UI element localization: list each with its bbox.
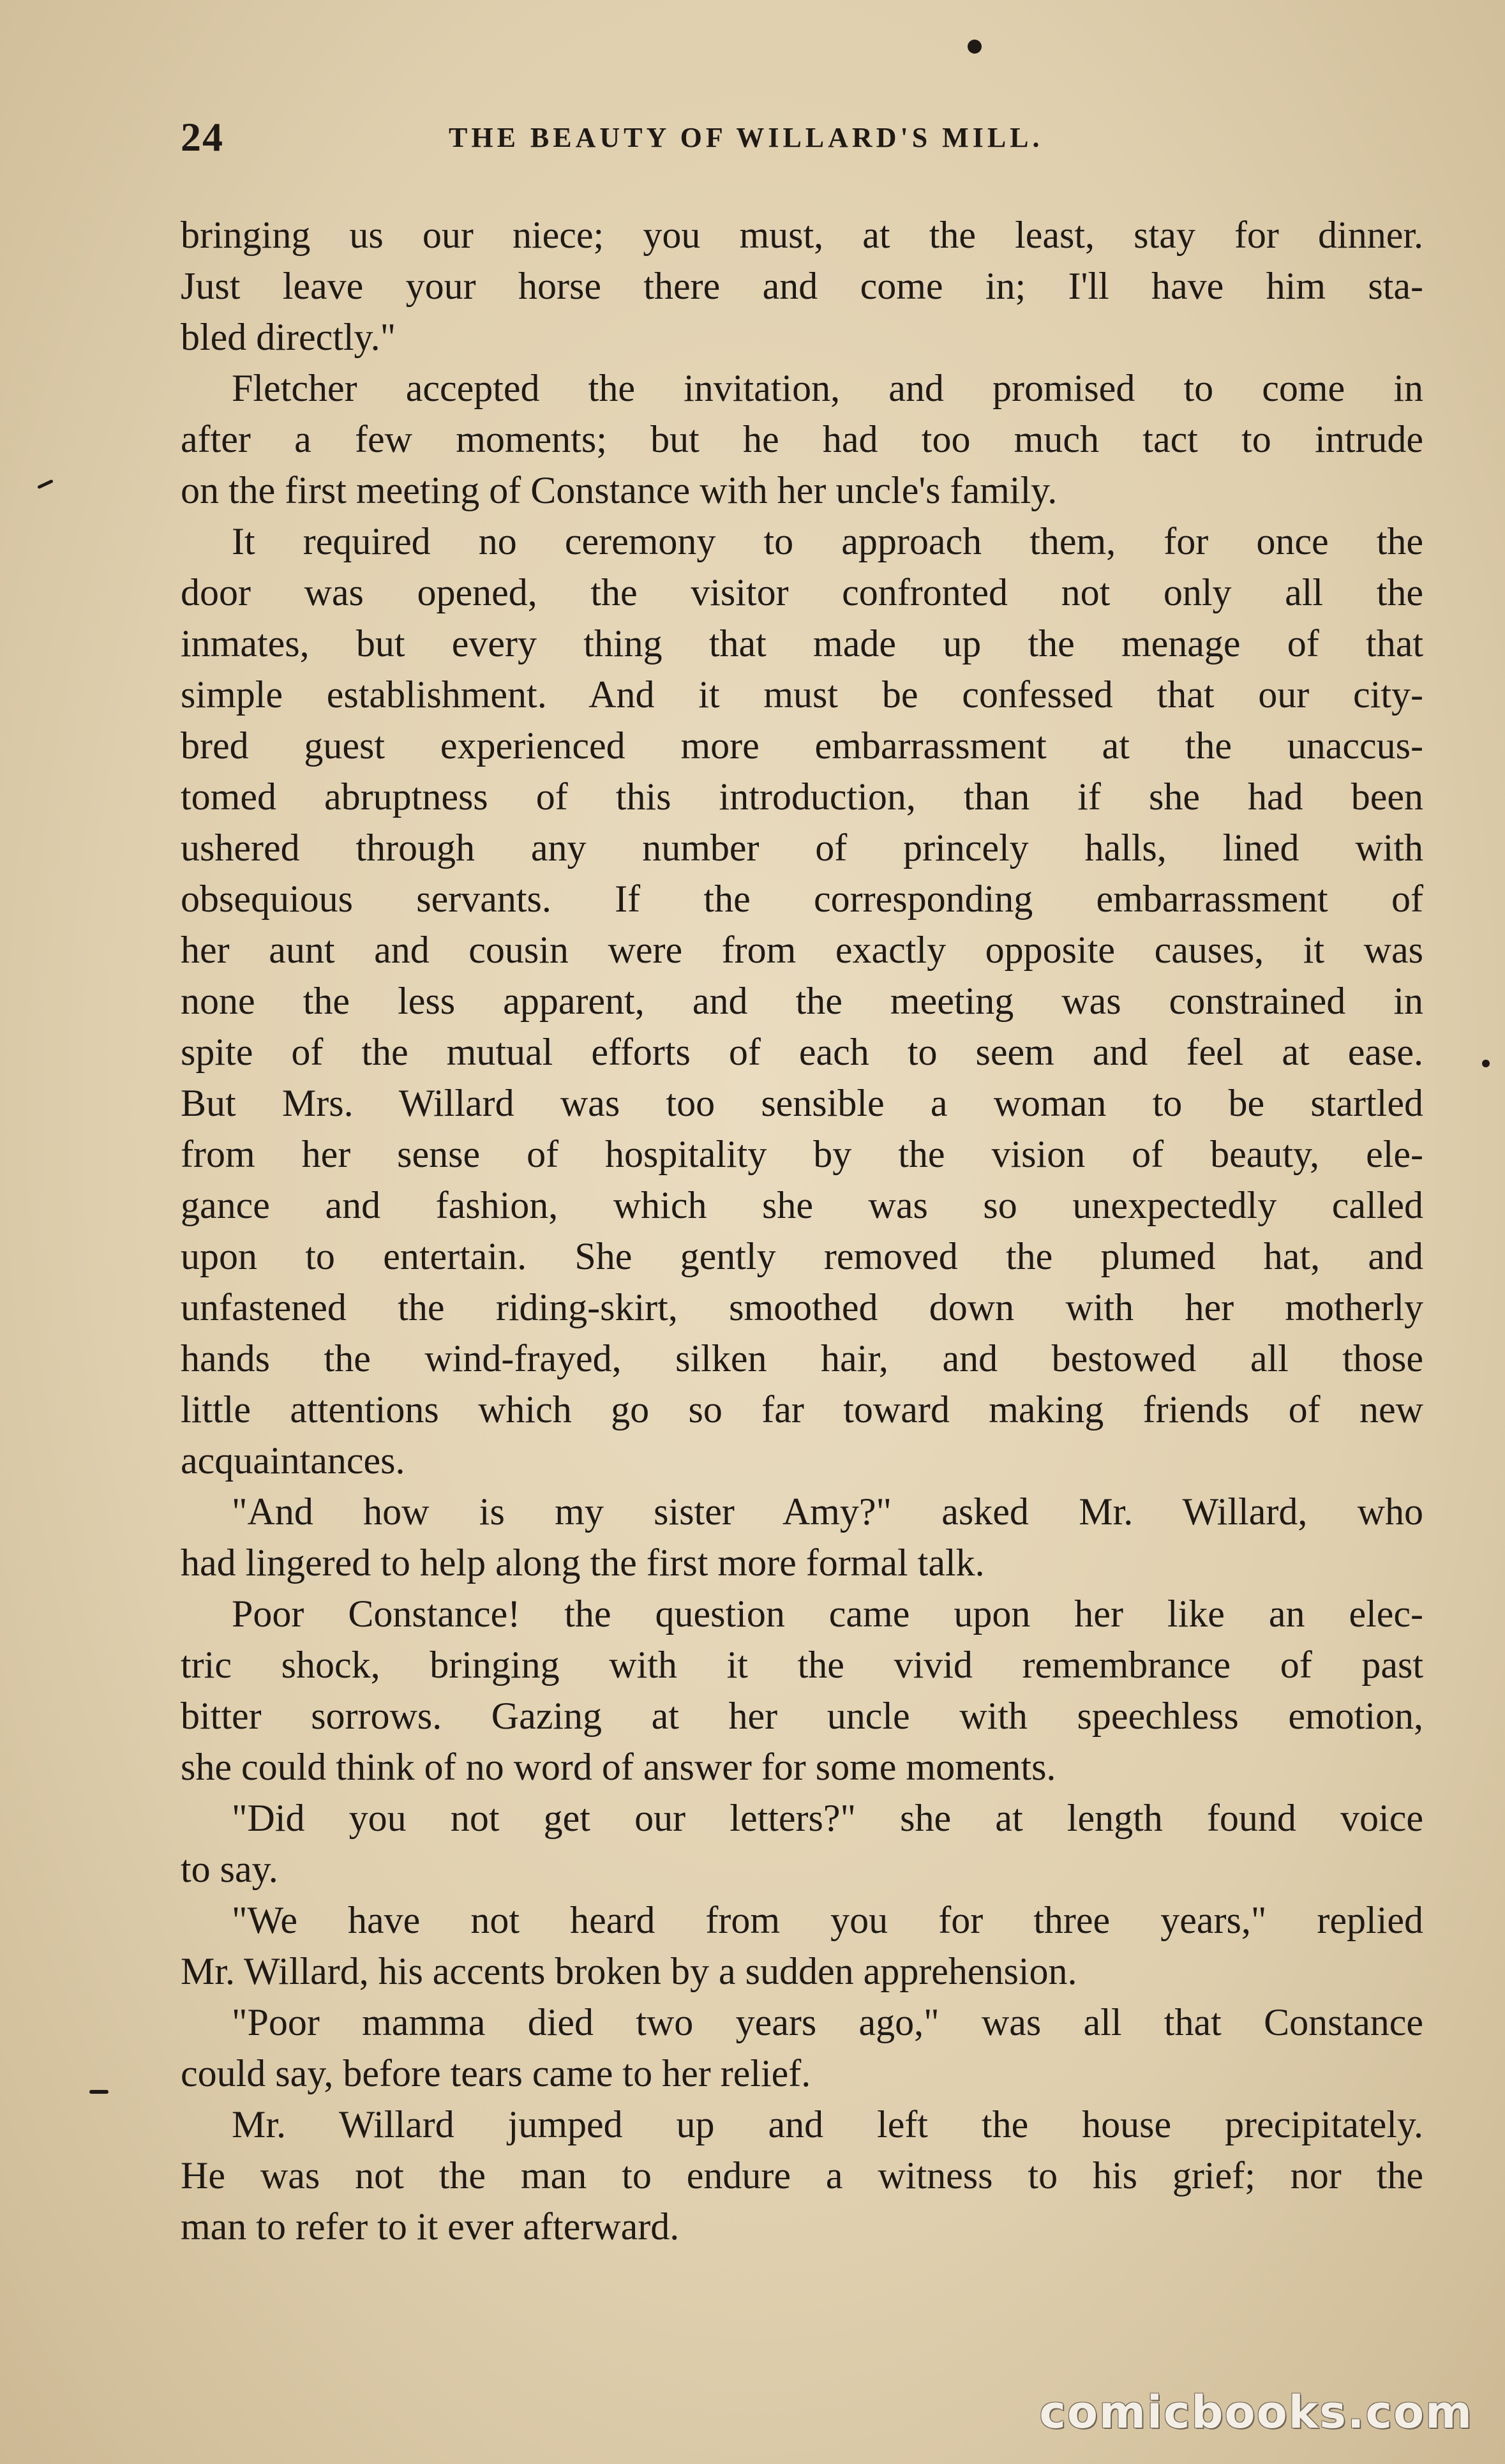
text-line: "And how is my sister Amy?" asked Mr. Willard, who [232,1491,1423,1533]
text-line: spite of the mutual efforts of each to seem and feel at ease. [181,1031,1423,1073]
text-line: inmates, but every thing that made up the menage of that [181,622,1423,665]
text-line: little attentions which go so far toward making friends of new [181,1388,1423,1431]
text-line: Mr. Willard, his accents broken by a sudden apprehension. [181,1950,1077,1992]
text-line: gance and fashion, which she was so unexpectedly called [181,1184,1423,1226]
text-line: bled directly." [181,316,396,358]
text-line: bitter sorrows. Gazing at her uncle with speechless emotion, [181,1695,1423,1737]
text-line: tomed abruptness of this introduction, than if she had been [181,776,1423,818]
text-line: "We have not heard from you for three years," replied [232,1899,1423,1941]
page-number: 24 [181,114,224,160]
text-line: her aunt and cousin were from exactly opposite causes, it was [181,929,1423,971]
body-text [181,209,1423,2271]
text-line: door was opened, the visitor confronted not only all the [181,571,1423,613]
text-line: she could think of no word of answer for some moments. [181,1746,1056,1788]
text-line: Just leave your horse there and come in; I'll have him sta- [181,265,1423,307]
text-line: It required no ceremony to approach them, for once the [232,520,1423,562]
text-line: hands the wind-frayed, silken hair, and bestowed all those [181,1337,1423,1379]
text-line: But Mrs. Willard was too sensible a woman to be startled [181,1082,1423,1124]
text-line: to say. [181,1848,278,1890]
text-line: acquaintances. [181,1439,405,1482]
text-line: unfastened the riding-skirt, smoothed down with her motherly [181,1286,1423,1328]
text-line: bred guest experienced more embarrassment at the unaccus- [181,725,1423,767]
text-line: none the less apparent, and the meeting was constrained in [181,980,1423,1022]
text-line: could say, before tears came to her relief. [181,2052,811,2094]
watermark: comicbooks.com [1039,2386,1473,2438]
margin-mark-left-2 [89,2090,109,2094]
text-line: upon to entertain. She gently removed the plumed hat, and [181,1235,1423,1277]
text-line: Poor Constance! the question came upon her like an elec- [232,1593,1423,1635]
text-line: had lingered to help along the first more formal talk. [181,1542,985,1584]
text-line: from her sense of hospitality by the vision of beauty, ele- [181,1133,1423,1175]
text-line: He was not the man to endure a witness to his grief; nor the [181,2154,1423,2197]
page-header [181,107,1432,171]
text-line: Fletcher accepted the invitation, and promised to come in [232,367,1423,409]
text-line: ushered through any number of princely halls, lined with [181,827,1423,869]
top-ink-dot [968,40,982,54]
text-line: "Did you not get our letters?" she at length found voice [232,1797,1423,1839]
text-line: bringing us our niece; you must, at the least, stay for dinner. [181,214,1423,256]
text-line: simple establishment. And it must be confessed that our city- [181,673,1423,716]
text-line: tric shock, bringing with it the vivid remembrance of past [181,1644,1423,1686]
margin-mark-left-1 [37,479,54,490]
text-line: on the first meeting of Constance with her uncle's family. [181,469,1058,511]
text-line: after a few moments; but he had too much tact to intrude [181,418,1423,460]
text-line: Mr. Willard jumped up and left the house precipitately. [232,2103,1423,2145]
text-line: "Poor mamma died two years ago," was all that Constance [232,2001,1423,2043]
running-head: THE BEAUTY OF WILLARD'S MILL. [449,122,1044,153]
margin-mark-right [1482,1060,1490,1067]
text-line: obsequious servants. If the corresponding embarrassment of [181,878,1423,920]
text-line: man to refer to it ever afterward. [181,2205,680,2248]
